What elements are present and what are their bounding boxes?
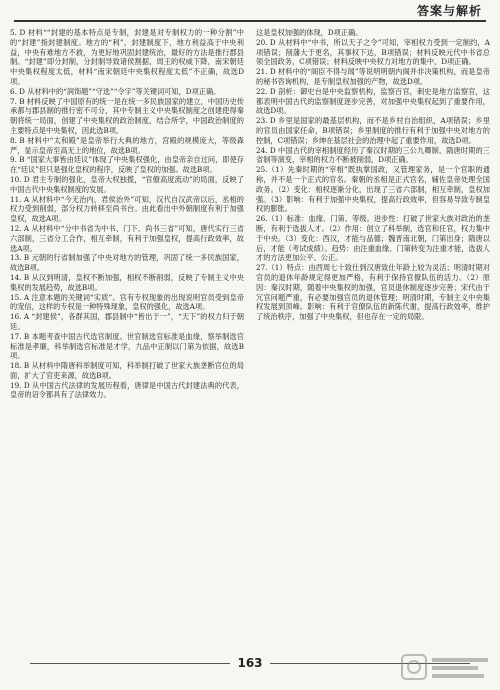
header-title: 答案与解析 <box>416 4 482 18</box>
answer-paragraph: 10. D 君主专制的强化，皇帝大权独揽，“官僚高度流动”的局面，反映了中国古代中央集权制度的发展。 <box>10 174 244 194</box>
page-header <box>0 0 500 22</box>
answer-paragraph: 17. B 本题考查中国古代选官制度。世官制选官标准是血缘，察举制选官标准是孝廉，科举制选官标准是才学，九品中正制以门第为依据，故选B项。 <box>10 331 244 361</box>
answer-paragraph: 15. A 注意本题的关键词“实质”。官有专权现象的出现说明官员受到皇帝的宠信，这样的专权是一种特殊现象，皇权的强化，故选A项。 <box>10 292 244 312</box>
answer-paragraph: 8. B 材料中“太和殿”是皇帝举行大典的地方，宫殿的规模庞大，等级森严，显示皇帝至高无上的地位，故选B项。 <box>10 135 244 155</box>
answer-paragraph: 5. D 材料““封建的基本特点是专制，封建是对专制权力的一种分割”中的“封建”指封建制度。地方的“利”，封建制度下，地方利益高于中央利益，中央有难地方不救，为更好地巩固封建统治，最好的方法是推行郡县制。“封建”即分封制，分封制导致诸侯割据，周王的权威下降，南宋朝廷中央集权程度太低，材料“南宋朝廷中央集权程度太低”不正确，故选D项。 <box>10 28 244 86</box>
answer-paragraph: 16. A “封建侯”，各群其国，郡县制中“皆出于一”，“天下”的权力归于朝廷。 <box>10 312 244 331</box>
header-rule <box>14 20 486 22</box>
answer-paragraph: 14. B 从汉到明清，皇权不断加强，相权不断削弱，反映了专制主义中央集权的发展趋势，故选B项。 <box>10 272 244 292</box>
answer-paragraph: 22. D 剖析：御史台是中央监察机构，监察百官，刺史是地方监察官，这都表明中国古代的监察制度逐步完善，对加强中央集权起到了重要作用，故选D项。 <box>256 86 490 116</box>
answer-paragraph: 26.（1）标准：血缘、门第、等级。进步性：打破了世家大族对政治的垄断，有利于选拔人才。（2）作用：创立了科举制，选官和任官，权力集中于中央。（3）变化：西汉，才能与品德；魏晋南北朝，门第出身；隋唐以后，才能（考试成绩）。趋势：由注重血缘、门第转变为注重才能，选拔人才的方法更加公平、公正。 <box>256 214 490 263</box>
answer-paragraph: 这是皇权加强的体现，D项正确。 <box>256 28 363 37</box>
watermark-logo <box>400 650 492 684</box>
answer-paragraph: 21. D 材料中的“阁臣不得与闻”等说明明朝内阁并非决策机构，而是皇帝的秘书咨询机构，是专制皇权加强的产物，故选D项。 <box>256 67 490 86</box>
answer-paragraph: 7. B 材料反映了中国原有的统一是在统一多民族国家的建立，中国历史传承都与郡县制的推行密不可分，其中专制主义中央集权制度之创建使得秦朝将统一局面，创建了中央集权的政治制度，结合所学，中国政治制度的主要特点是中央集权，因此选B项。 <box>10 96 244 135</box>
answer-paragraph: 24. D 中国古代的宰相制度经历了秦汉时期的三公九卿制、隋唐时期的三省制等演变，宰相的权力不断被削弱，D项正确。 <box>256 145 490 165</box>
right-column <box>256 28 490 648</box>
left-column <box>10 28 244 648</box>
answer-paragraph: 18. B 从材料中隋唐科举制度可知，科举制打破了世家大族垄断官位的局面，扩大了官吏来源，故选B项。 <box>10 361 244 380</box>
answer-paragraph: 23. D 乡里是国家的最基层机构，而不是乡村自治组织，A项错误；乡里的官员由国家任命，B项错误；乡里制度的推行有利于加强中央对地方的控制，C项错误；乡绅在基层社会的治理中起了重要作用，故选D项。 <box>256 116 490 145</box>
answer-paragraph: 20. D 从材料中“中书，所以天子之令”可知，宰相权力受到一定制约，A项错误；削藩大于更名，其事权下达，B项错误；材料反映元代中书省总领全国政务，C项错误；材料反映中央权力对地方的集中，D项正确。 <box>256 37 490 67</box>
answer-paragraph: 13. B 元朝的行省制加强了中央对地方的管理，巩固了统一多民族国家，故选B项。 <box>10 253 244 273</box>
answer-paragraph: 12. A 从材料中“分中书省为中书、门下、尚书三省”可知，唐代实行三省六部制，三省分工合作，相互牵制，有利于加强皇权，提高行政效率，故选A项。 <box>10 223 244 253</box>
answer-paragraph: 25.（1）先秦时期的“宰相”既执掌国政，又管理家务，是一个官职的通称，并不是一个正式的官名。秦朝的丞相是正式官名，辅佐皇帝处理全国政务。（2）变化：相权逐渐分化，出现了三省六部制，相互牵制，皇权加强。（3）影响：有利于加强中央集权，提高行政效率，但容易导致专制皇权的膨胀。 <box>256 165 490 214</box>
page-number: 163 <box>237 656 263 670</box>
text-columns <box>10 28 490 648</box>
answer-paragraph: 11. A 从材料中“今无治内，君侯治外”可知，汉代自汉武帝以后，丞相的权力受到削弱，部分权力转移至尚书台。由此看出中外朝制度有利于加强皇权，故选A项。 <box>10 194 244 224</box>
answer-paragraph: 9. B “国家大事皆由廷议”体现了中央集权强化，由皇帝亲自过问，即使存在“廷议”但只是强化皇权的程序，反映了皇权的加强。故选B项。 <box>10 155 244 175</box>
answer-paragraph: 6. D 从材料中的“润饰题”“守选”“令字”等关键词可知，D项正确。 <box>10 86 221 96</box>
answer-paragraph: 19. D 从中国古代法律的发展历程看，唐律是中国古代封建法典的代表，皇帝的诏令都具有了法律效力。 <box>10 380 244 400</box>
answer-paragraph: 27.（1）特点：由西周七十致仕到汉唐致仕年龄上较为灵活；明清时期对官员的退休年龄规定得更加严格，有利于保持官僚队伍的活力。（2）原因：秦汉时期，随着中央集权的加强，官员退休制度逐步完善；宋代由于冗官问题严重，有必要加强官员的退休管理；明清时期，专制主义中央集权发展到顶峰。影响：有利于官僚队伍的新陈代谢，提高行政效率，维护了统治秩序，加强了中央集权，但也存在一定的局限。 <box>256 263 490 322</box>
